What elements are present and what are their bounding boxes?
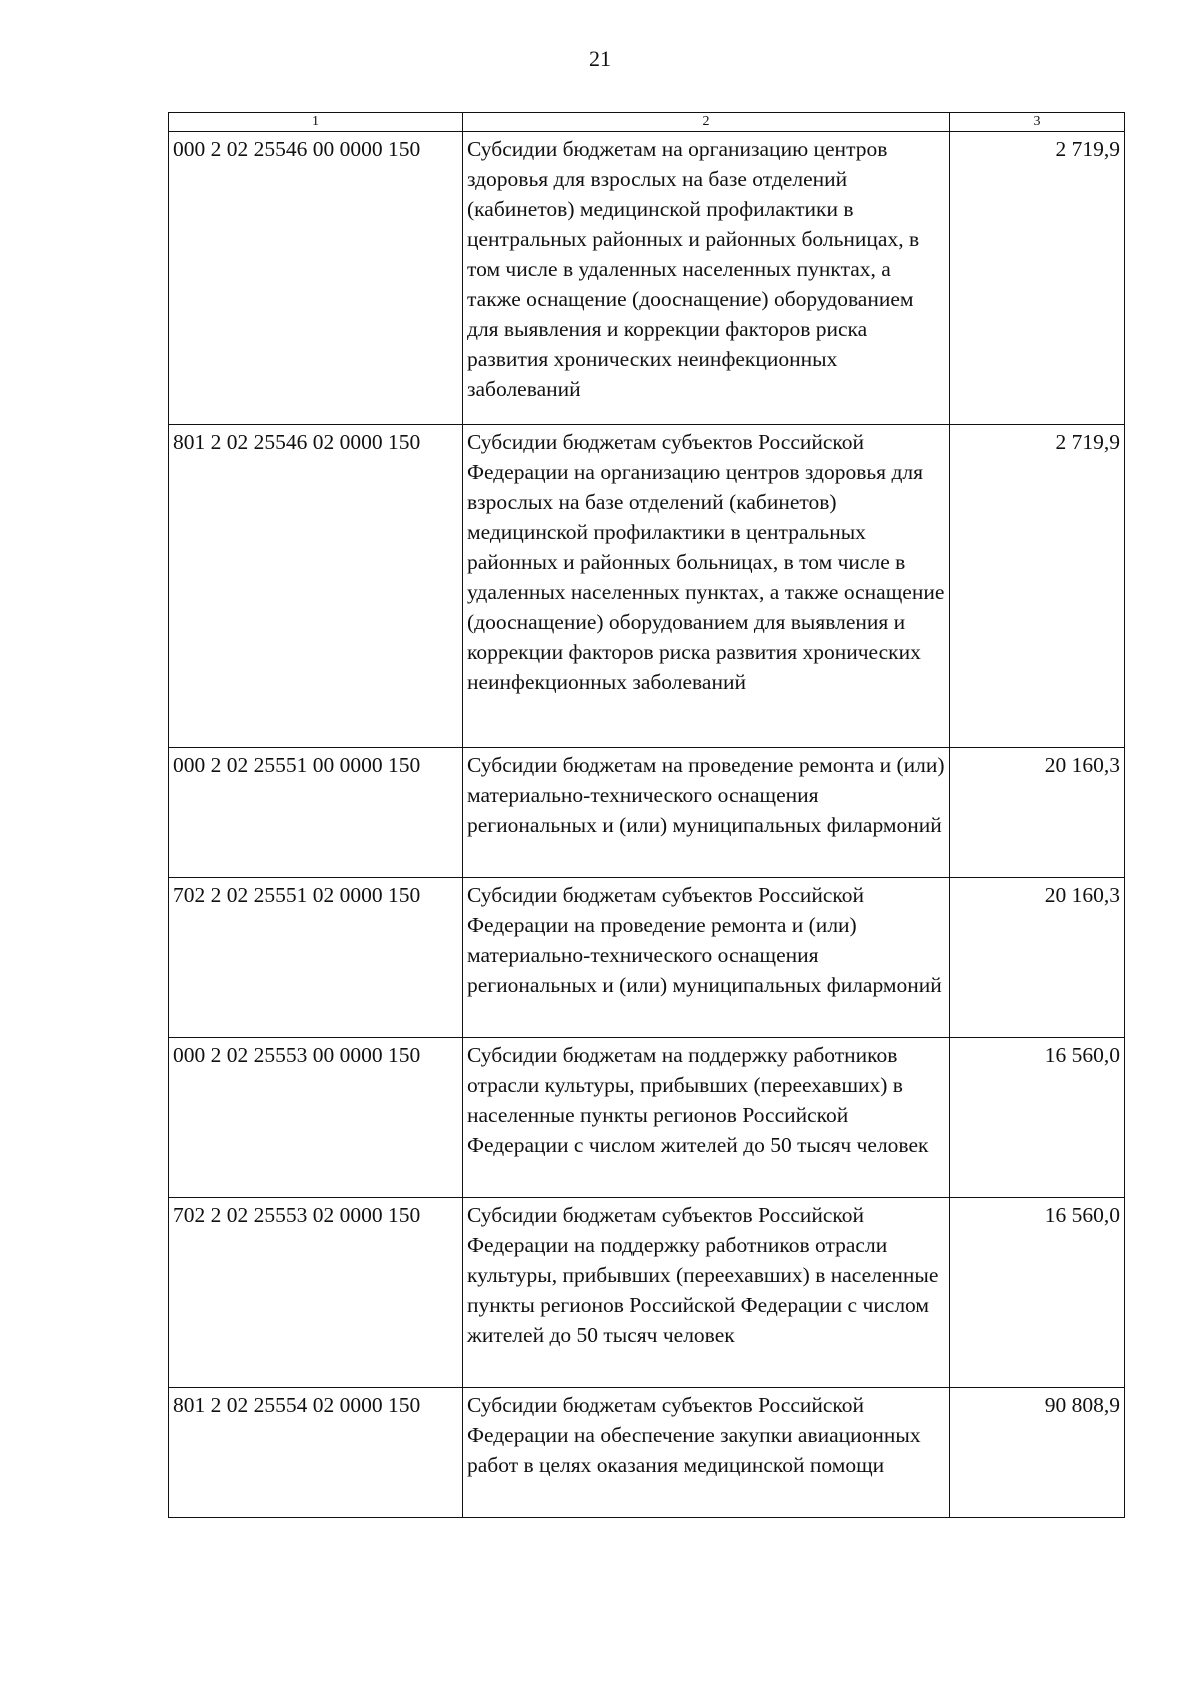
column-number-row [169, 113, 1125, 132]
budget-amount: 20 160,3 [950, 878, 1125, 1038]
budget-description: Субсидии бюджетам субъектов Российской Федерации на поддержку работников отрасли культуры, прибывших (переехавших) в населенные пункты регионов Российской Федерации с числом жителей до 50 тысяч человек [463, 1198, 950, 1388]
column-header-code: 1 [169, 113, 463, 132]
budget-amount: 20 160,3 [950, 748, 1125, 878]
budget-code: 801 2 02 25554 02 0000 150 [169, 1388, 463, 1518]
budget-description: Субсидии бюджетам на организацию центров здоровья для взрослых на базе отделений (кабинетов) медицинской профилактики в центральных районных и районных больницах, в том числе в удаленных населенных пунктах, а также оснащение (дооснащение) оборудованием для выявления и коррекции факторов риска развития хронических неинфекционных заболеваний [463, 132, 950, 425]
budget-description: Субсидии бюджетам на поддержку работников отрасли культуры, прибывших (переехавших) в населенные пункты регионов Российской Федерации с числом жителей до 50 тысяч человек [463, 1038, 950, 1198]
table-row [169, 1388, 1125, 1518]
table-row [169, 878, 1125, 1038]
table-row [169, 1198, 1125, 1388]
table-row [169, 1038, 1125, 1198]
table-row [169, 748, 1125, 878]
budget-code: 000 2 02 25551 00 0000 150 [169, 748, 463, 878]
budget-amount: 16 560,0 [950, 1198, 1125, 1388]
column-header-amount: 3 [950, 113, 1125, 132]
budget-amount: 2 719,9 [950, 425, 1125, 748]
budget-code: 702 2 02 25553 02 0000 150 [169, 1198, 463, 1388]
budget-table [168, 112, 1125, 1518]
budget-description: Субсидии бюджетам субъектов Российской Федерации на организацию центров здоровья для взрослых на базе отделений (кабинетов) медицинской профилактики в центральных районных и районных больницах, в том числе в удаленных населенных пунктах, а также оснащение (дооснащение) оборудованием для выявления и коррекции факторов риска развития хронических неинфекционных заболеваний [463, 425, 950, 748]
budget-code: 000 2 02 25553 00 0000 150 [169, 1038, 463, 1198]
page-number: 21 [589, 46, 611, 71]
table-row [169, 132, 1125, 425]
budget-code: 702 2 02 25551 02 0000 150 [169, 878, 463, 1038]
budget-code: 801 2 02 25546 02 0000 150 [169, 425, 463, 748]
budget-description: Субсидии бюджетам субъектов Российской Федерации на обеспечение закупки авиационных работ в целях оказания медицинской помощи [463, 1388, 950, 1518]
table-row [169, 425, 1125, 748]
budget-description: Субсидии бюджетам на проведение ремонта и (или) материально-технического оснащения региональных и (или) муниципальных филармоний [463, 748, 950, 878]
budget-amount: 90 808,9 [950, 1388, 1125, 1518]
budget-description: Субсидии бюджетам субъектов Российской Федерации на проведение ремонта и (или) материально-технического оснащения региональных и (или) муниципальных филармоний [463, 878, 950, 1038]
budget-amount: 16 560,0 [950, 1038, 1125, 1198]
budget-code: 000 2 02 25546 00 0000 150 [169, 132, 463, 425]
budget-amount: 2 719,9 [950, 132, 1125, 425]
column-header-description: 2 [463, 113, 950, 132]
